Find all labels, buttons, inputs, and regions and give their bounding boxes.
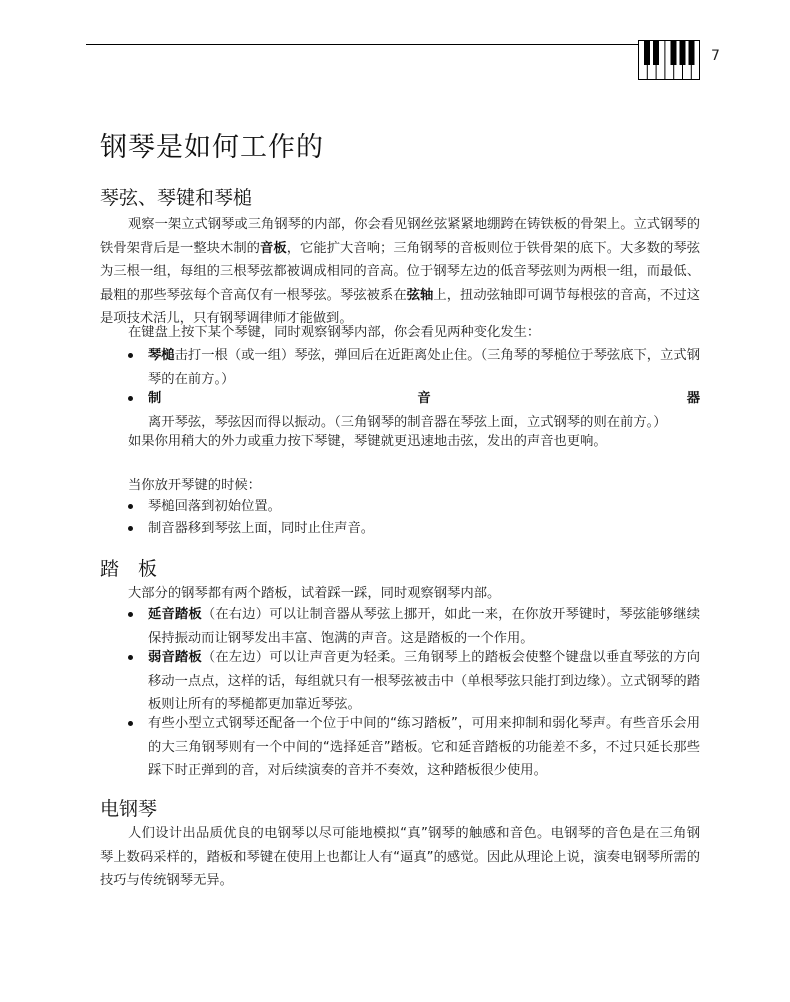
term-sustain-pedal: 延音踏板 — [148, 607, 202, 622]
section-heading-electric-piano: 电钢琴 — [100, 798, 158, 820]
bullet-icon — [128, 353, 133, 358]
paragraph: 当你放开琴键的时候： — [128, 478, 261, 493]
list-item: 琴槌击打一根（或一组）琴弦，弹回后在近距离处止住。（三角琴的琴槌位于琴弦底下，立式钢琴的在前方。） — [128, 344, 700, 391]
bullet-icon — [128, 504, 133, 509]
list-item: 弱音踏板（在左边）可以让声音更为轻柔。三角钢琴上的踏板会使整个键盘以垂直琴弦的方向移动一点点，这样的话，每组就只有一根琴弦被击中（单根琴弦只能打到边缘）。立式钢琴的踏板则让所有的琴槌都更加靠近琴弦。 — [128, 646, 700, 717]
list-item: 制音器离开琴弦，琴弦因而得以振动。（三角钢琴的制音器在琴弦上面，立式钢琴的则在前方。） — [128, 387, 700, 434]
piano-keys-icon — [638, 40, 700, 80]
section-heading-pedals: 踏 板 — [100, 558, 158, 580]
list-item: 琴槌回落到初始位置。 — [128, 495, 700, 519]
paragraph: 如果你用稍大的外力或重力按下琴键，琴键就更迅速地击弦，发出的声音也更响。 — [128, 434, 607, 449]
term-tuning-pin: 弦轴 — [406, 287, 434, 303]
list-item: 延音踏板（在右边）可以让制音器从琴弦上挪开，如此一来，在你放开琴键时，琴弦能够继续保持振动而让钢琴发出丰富、饱满的声音。这是踏板的一个作用。 — [128, 603, 700, 650]
term-soundboard: 音板 — [260, 240, 287, 256]
term-hammer: 琴槌 — [148, 348, 175, 363]
paragraph: 在键盘上按下某个琴键，同时观察钢琴内部，你会看见两种变化发生： — [128, 325, 541, 340]
paragraph: 人们设计出品质优良的电钢琴以尽可能地模拟“真”钢琴的触感和音色。电钢琴的音色是在三角钢琴上数码采样的，踏板和琴键在使用上也都让人有“逼真”的感觉。因此从理论上说，演奏电钢琴所需的技巧与传统钢琴无异。 — [100, 826, 700, 888]
page-number: 7 — [711, 48, 720, 64]
list-item: 有些小型立式钢琴还配备一个位于中间的“练习踏板”，可用来抑制和弱化琴声。有些音乐会用的大三角钢琴则有一个中间的“选择延音”踏板。它和延音踏板的功能差不多，不过只延长那些踩下时正弹到的音，对后续演奏的音并不奏效，这种踏板很少使用。 — [128, 712, 700, 783]
term-soft-pedal: 弱音踏板 — [148, 650, 202, 665]
chapter-title: 钢琴是如何工作的 — [100, 132, 324, 163]
bullet-icon — [128, 721, 133, 726]
list-item: 制音器移到琴弦上面，同时止住声音。 — [128, 517, 700, 541]
bullet-icon — [128, 526, 133, 531]
bullet-icon — [128, 612, 133, 617]
section-heading-strings: 琴弦、琴键和琴槌 — [100, 187, 253, 209]
bullet-icon — [128, 655, 133, 660]
paragraph: 大部分的钢琴都有两个踏板，试着踩一踩，同时观察钢琴内部。 — [128, 586, 501, 601]
paragraph: 观察一架立式钢琴或三角钢琴的内部，你会看见钢丝弦紧紧地绷跨在铸铁板的骨架上。立式钢琴的铁骨架背后是一整块木制的音板，它能扩大音响；三角钢琴的音板则位于铁骨架的底下。大多数的琴弦为三根一组，每组的三根琴弦都被调成相同的音高。位于钢琴左边的低音琴弦则为两根一组，而最低、最粗的那些琴弦每个音高仅有一根琴弦。琴弦被系在弦轴上，扭动弦轴即可调节每根弦的音高，不过这是项技术活儿，只有钢琴调律师才能做到。 — [100, 217, 701, 326]
bullet-icon — [128, 396, 133, 401]
header-rule — [86, 44, 638, 45]
term-damper: 制音器 — [148, 391, 700, 406]
